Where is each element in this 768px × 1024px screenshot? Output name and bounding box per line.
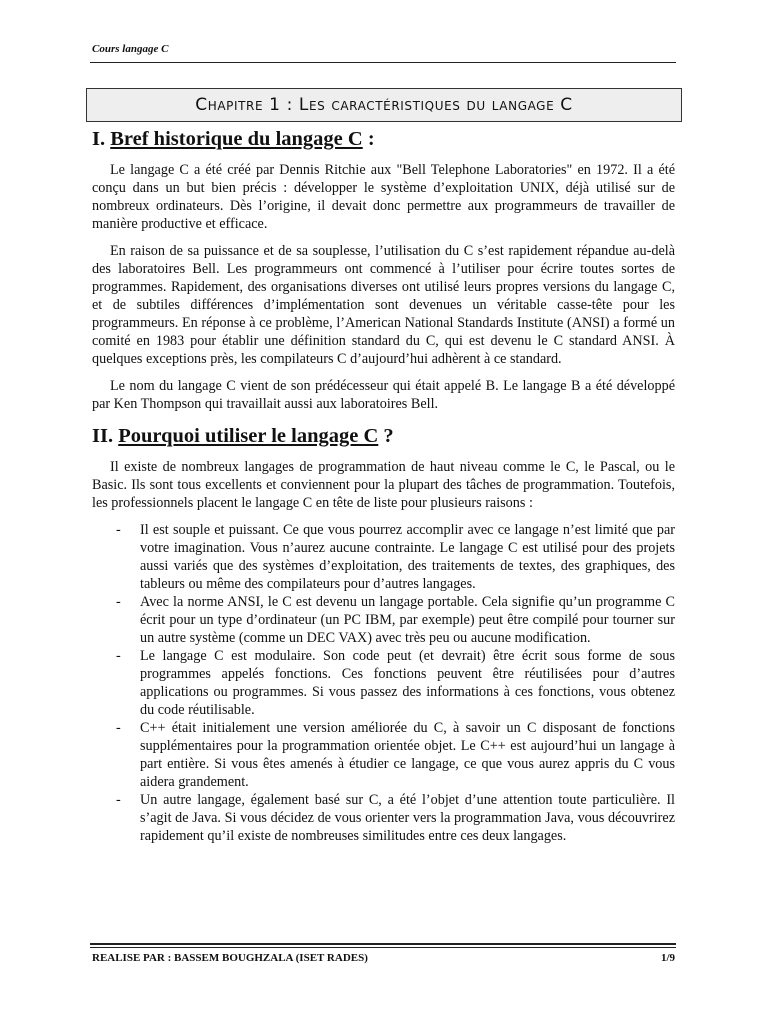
chapter-title-box [86,88,682,122]
footer-author: REALISE PAR : BASSEM BOUGHZALA (ISET RADES) [92,952,368,964]
section-1-heading [92,128,675,151]
list-item-text: Avec la norme ANSI, le C est devenu un langage portable. Cela signifie qu’un programme C écrit pour un type d’ordinateur (un PC IBM, par exemple) peut être compilé pour tourner sur un autre système (comme un DEC VAX) avec très peu ou aucune modification. [140,594,675,646]
section-1-paragraph-1: Le langage C a été créé par Dennis Ritchie aux "Bell Telephone Laboratories" en 1972. Il a été conçu dans un but bien précis : développer le système d’exploitation UNIX, déjà utilisé sur de nombreux ordinateurs. Dès l’origine, il devait donc permettre aux programmeurs de travailler de manière productive et efficace. [92,162,675,232]
list-bullet: - [116,522,121,538]
list-item-text: Il est souple et puissant. Ce que vous pourrez accomplir avec ce langage n’est limité que par votre imagination. Vous n’aurez aucune contrainte. Le langage C est utilisé pour des projets aussi variés que des systèmes d’exploitation, des traitements de textes, des graphiques, des tableurs ou même des compilateurs pour d’autres langages. [140,522,675,592]
footer-rule-thick [90,943,676,945]
list-item [92,719,675,791]
section-2-heading [92,425,675,448]
section-2-intro: Il existe de nombreux langages de programmation de haut niveau comme le C, le Pascal, ou le Basic. Ils sont tous excellents et conviennent pour la plupart des tâches de programmation. Toutefois, les professionnels placent le langage C en tête de liste pour plusieurs raisons : [92,459,675,511]
list-item [92,791,675,845]
footer-rule-thin [90,947,676,948]
section-2-number: II. [92,425,114,447]
section-1-title: Bref historique du langage C [110,128,363,150]
section-2-suffix: ? [378,425,394,447]
list-bullet: - [116,594,121,610]
running-header: Cours langage C [92,43,169,55]
section-1-paragraph-3: Le nom du langage C vient de son prédécesseur qui était appelé B. Le langage B a été développé par Ken Thompson qui travaillait aussi aux laboratoires Bell. [92,378,675,412]
section-2-title: Pourquoi utiliser le langage C [118,425,379,447]
list-item [92,521,675,593]
list-item-text: C++ était initialement une version améliorée du C, à savoir un C disposant de fonctions supplémentaires pour la programmation orientée objet. Le C++ est aujourd’hui un langage à part entière. Si vous êtes amenés à étudier ce langage, ce que vous aurez appris du C vous aidera grandement. [140,720,675,790]
list-bullet: - [116,792,121,808]
section-1-suffix: : [362,128,375,150]
section-1-number: I. [92,128,106,150]
list-item-text: Un autre langage, également basé sur C, a été l’objet d’une attention toute particulière. Il s’agit de Java. Si vous décidez de vous orienter vers la programmation Java, vous découvrirez rapidement qu’il existe de nombreuses similitudes entre ces deux langages. [140,792,675,844]
page-number: 1/9 [660,952,675,964]
header-rule [90,62,676,63]
page-content [92,128,675,845]
list-item-text: Le langage C est modulaire. Son code peut (et devrait) être écrit sous forme de sous programmes appelés fonctions. Ces fonctions peuvent être réutilisées pour d’autres applications ou programmes. Si vous passez des informations à ces fonctions, vous obtenez du code réutilisable. [140,648,675,718]
list-item [92,647,675,719]
list-bullet: - [116,648,121,664]
section-1-paragraph-2: En raison de sa puissance et de sa souplesse, l’utilisation du C s’est rapidement répandue au-delà des laboratoires Bell. Les programmeurs ont commencé à l’utiliser pour écrire toutes sortes de programmes. Rapidement, des organisations diverses ont utilisé leurs propres versions du langage C, et de subtiles différences d’implémentation sont devenues un véritable casse-tête pour les programmeurs. En réponse à ce problème, l’American National Standards Institute (ANSI) a formé un comité en 1983 pour établir une définition standard du C, qui est devenu le C standard ANSI. À quelques exceptions près, les compilateurs C d’aujourd’hui adhèrent à ce standard. [92,243,675,367]
chapter-title: Chapitre 1 : Les caractéristiques du langage C [195,95,573,115]
list-item [92,593,675,647]
list-bullet: - [116,720,121,736]
reasons-list [92,521,675,845]
